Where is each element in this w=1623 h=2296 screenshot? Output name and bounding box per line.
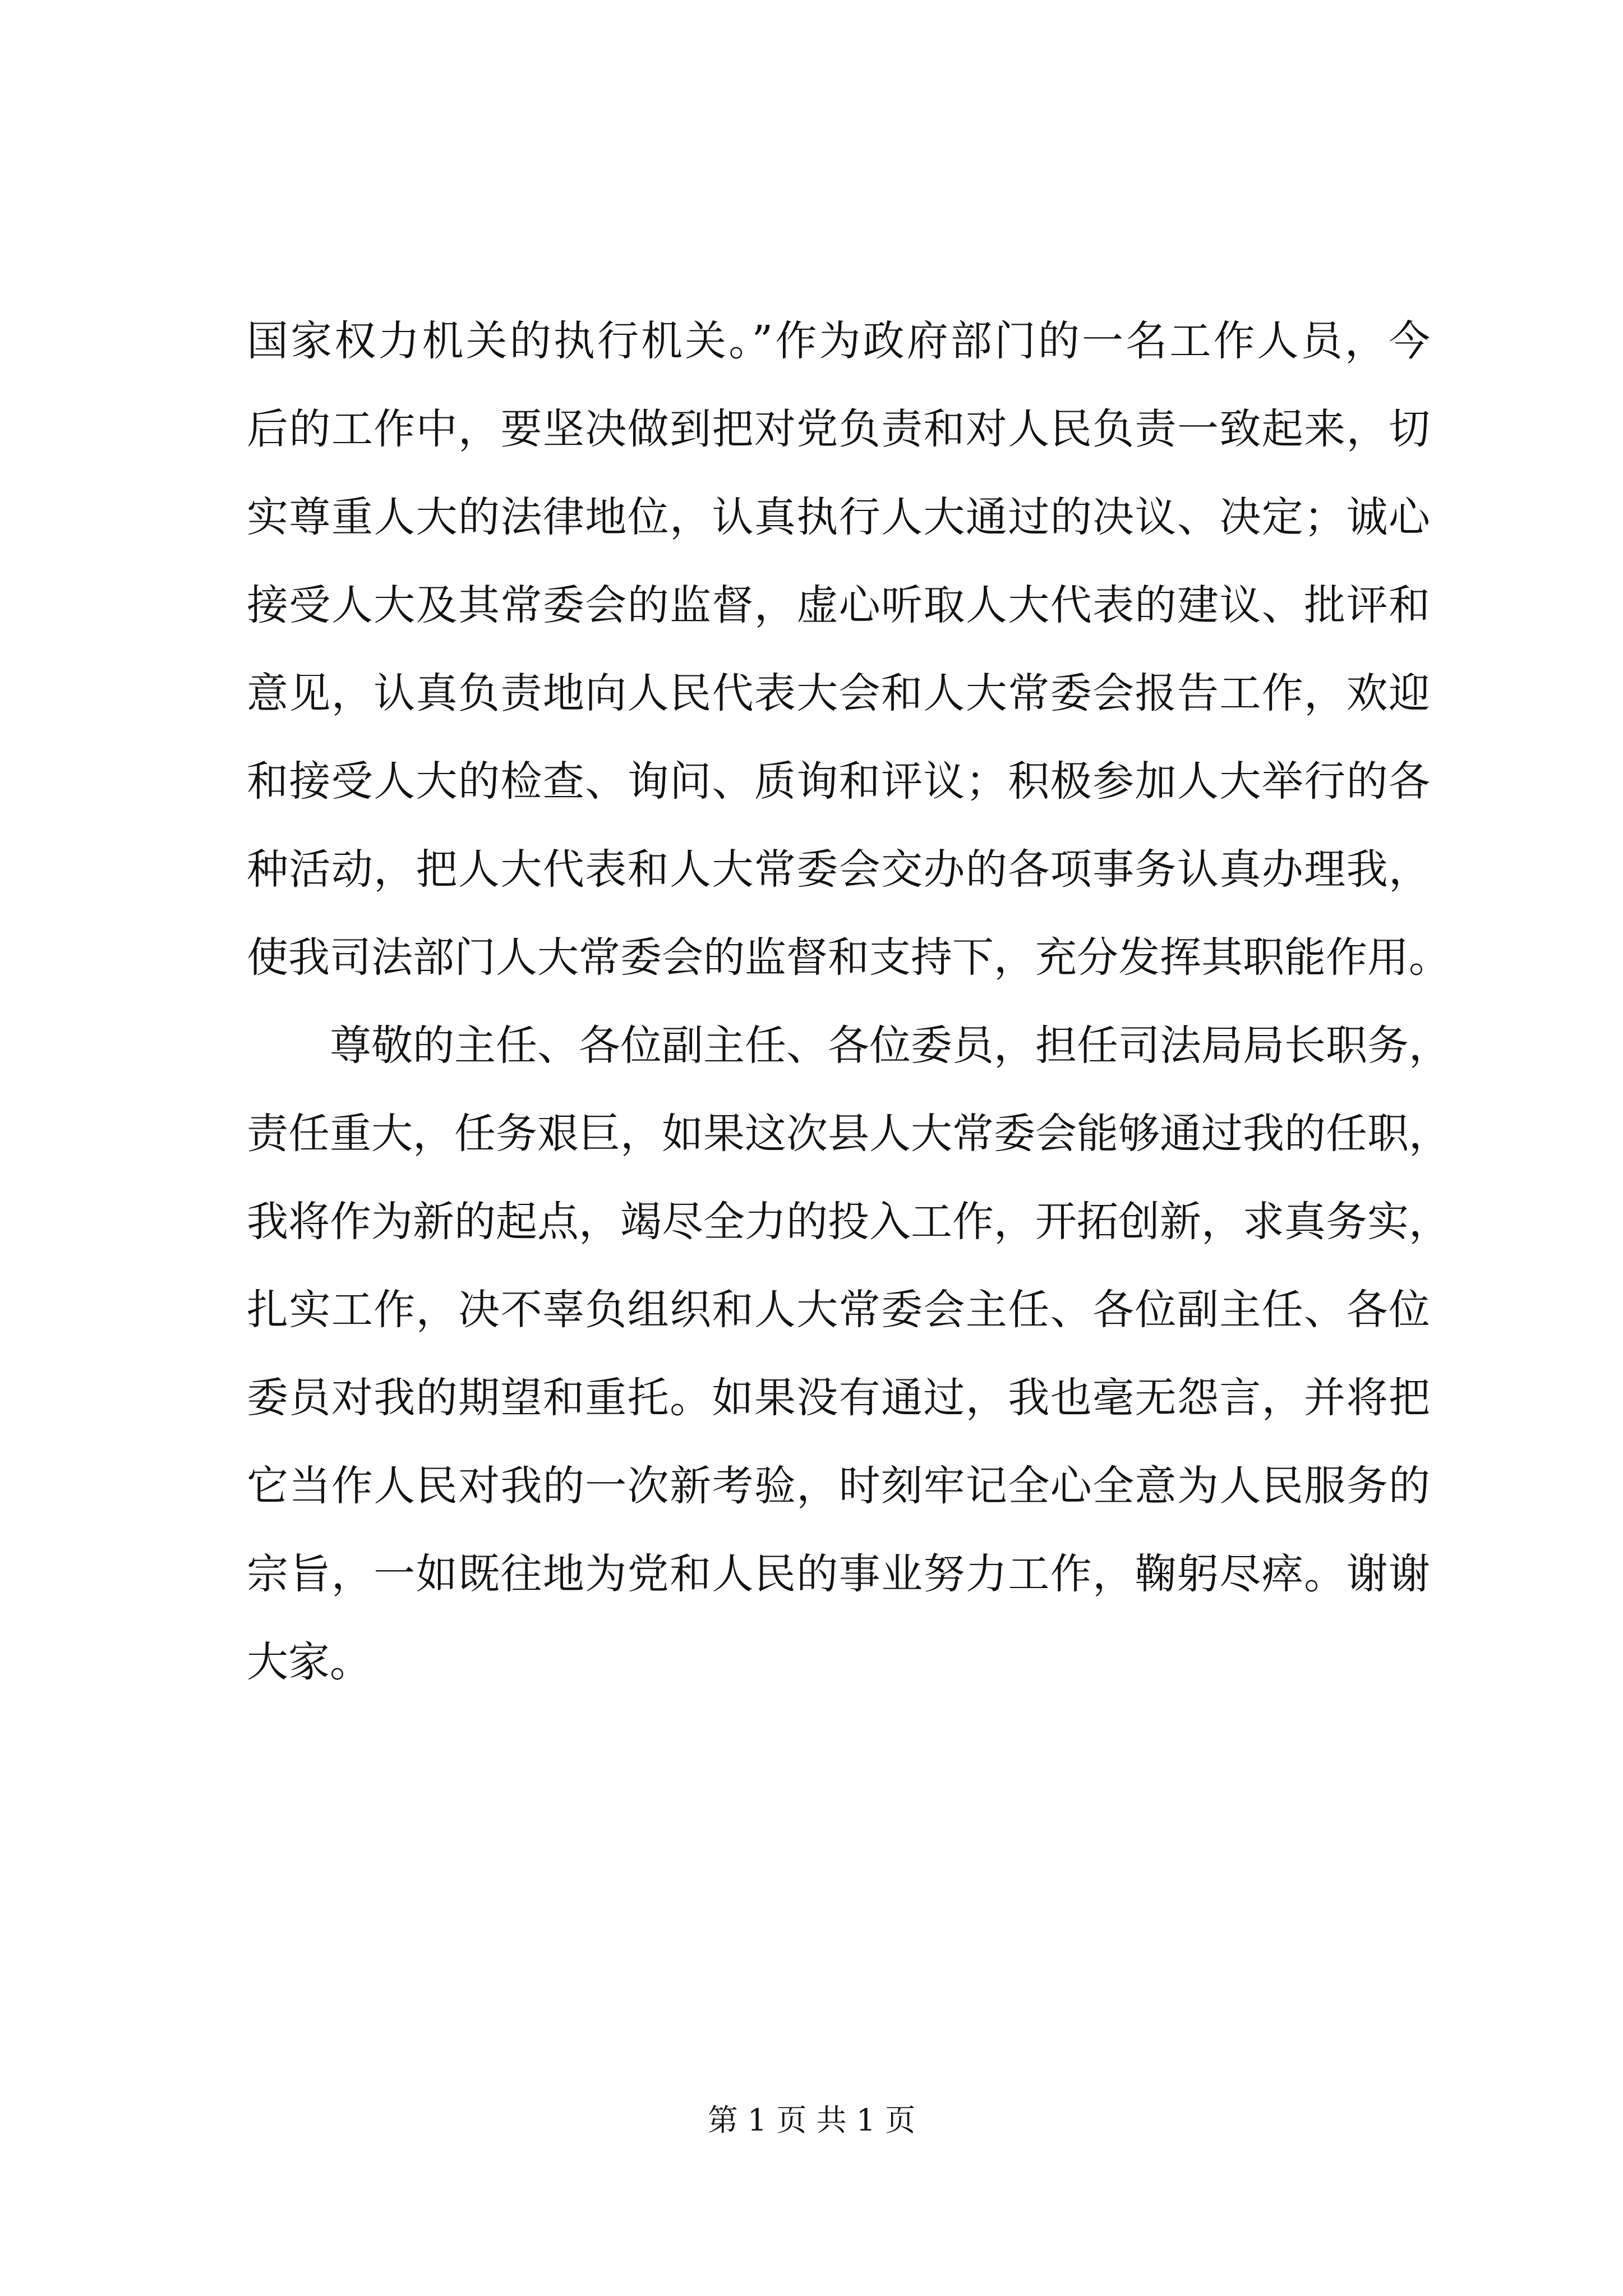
paragraph-line: 大家。 [247,1638,371,1686]
paragraph-line: 它当作人民对我的一次新考验，时刻牢记全心全意为人民服务的 [247,1462,1430,1510]
paragraph-1 [247,297,1450,1002]
paragraph-2 [247,1002,1450,1706]
paragraph-line: 我将作为新的起点，竭尽全力的投入工作，开拓创新，求真务实， [247,1198,1450,1246]
paragraph-line: 国家权力机关的执行机关。”作为政府部门的一名工作人员，今 [247,317,1430,365]
page-footer [0,2098,1623,2143]
document-body [247,297,1450,1706]
paragraph-line: 实尊重人大的法律地位，认真执行人大通过的决议、决定；诚心 [247,493,1430,541]
page-number-label: 第 1 页 共 1 页 [707,2102,916,2138]
paragraph-line: 后的工作中，要坚决做到把对党负责和对人民负责一致起来，切 [247,405,1430,453]
paragraph-line: 责任重大，任务艰巨，如果这次县人大常委会能够通过我的任职， [247,1110,1450,1158]
paragraph-line: 意见，认真负责地向人民代表大会和人大常委会报告工作，欢迎 [247,669,1430,717]
paragraph-line: 尊敬的主任、各位副主任、各位委员，担任司法局局长职务， [330,1022,1450,1070]
paragraph-line: 接受人大及其常委会的监督，虚心听取人大代表的建议、批评和 [247,581,1430,629]
paragraph-line: 和接受人大的检查、询问、质询和评议；积极参加人大举行的各 [247,757,1430,806]
paragraph-line: 委员对我的期望和重托。如果没有通过，我也毫无怨言，并将把 [247,1374,1430,1422]
paragraph-line: 扎实工作，决不辜负组织和人大常委会主任、各位副主任、各位 [247,1286,1430,1334]
paragraph-line: 使我司法部门人大常委会的监督和支持下，充分发挥其职能作用。 [247,933,1450,982]
paragraph-line: 宗旨，一如既往地为党和人民的事业努力工作，鞠躬尽瘁。谢谢 [247,1550,1430,1598]
paragraph-line: 种活动，把人大代表和人大常委会交办的各项事务认真办理我， [247,845,1430,894]
